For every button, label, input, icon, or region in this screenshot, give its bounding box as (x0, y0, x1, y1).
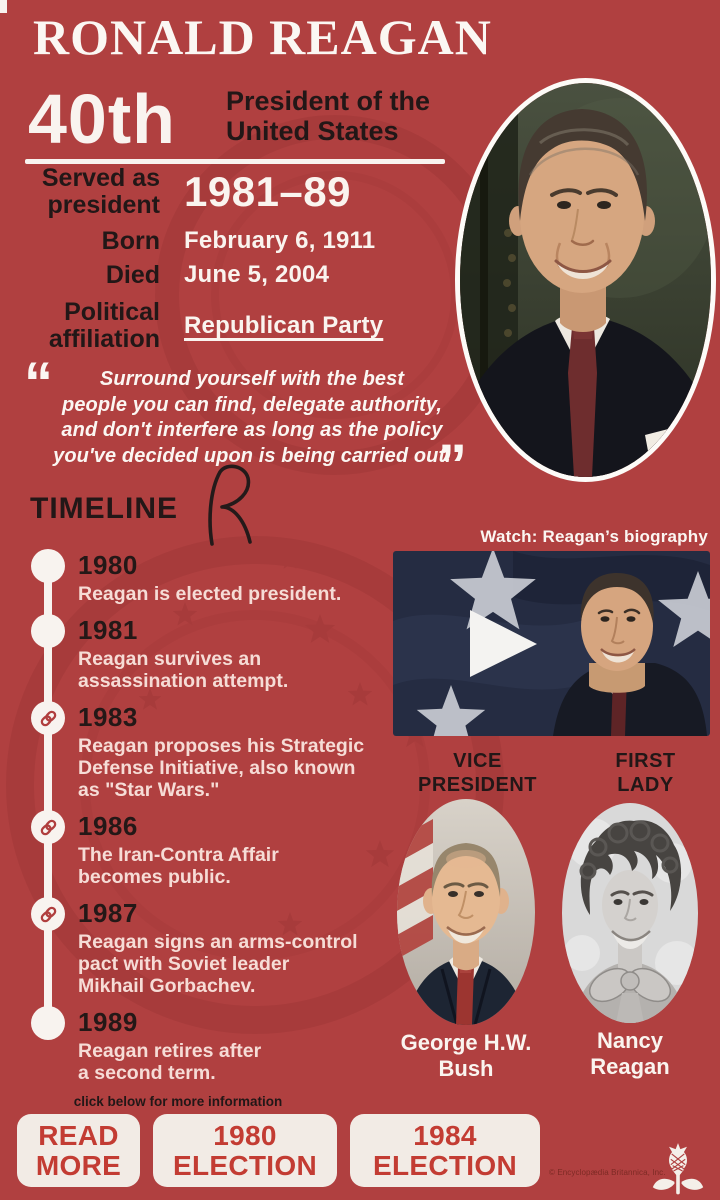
page-subtitle: President of the United States (226, 86, 431, 147)
first-lady-label: FIRST LADY (615, 750, 676, 796)
timeline-event-text: Reagan proposes his Strategic Defense Initiative, also known as "Star Wars." (78, 735, 365, 801)
timeline-event-text: Reagan signs an arms-control pact with Soviet leader Mikhail Gorbachev. (78, 931, 358, 997)
link-icon (39, 818, 58, 837)
facts-list (22, 165, 462, 353)
timeline-heading: TIMELINE (30, 492, 178, 525)
cta-text: click below for more information (73, 1094, 283, 1109)
fact-row (22, 165, 462, 219)
bush-portrait (397, 799, 535, 1025)
link-icon (39, 709, 58, 728)
timeline-event-1983 (31, 704, 391, 801)
fact-value: 1981–89 (184, 168, 352, 215)
timeline-event-text: Reagan retires after a second term. (78, 1040, 262, 1084)
quote-text: Surround yourself with the best people you can find, delegate authority, and don't interfere as long as the policy you've decided upon is being carried out. (53, 368, 451, 467)
read-more-button[interactable]: READ MORE (17, 1114, 140, 1187)
election-1980-button[interactable]: 1980 ELECTION (153, 1114, 337, 1187)
quote-open-mark: “ (24, 351, 53, 416)
link-icon (39, 905, 58, 924)
timeline-year: 1980 (78, 550, 138, 580)
timeline-event-1986 (31, 813, 391, 888)
timeline-event-1981 (31, 617, 391, 692)
fact-label: Born (101, 226, 160, 255)
corner-mark (0, 0, 7, 13)
fact-row (22, 261, 462, 289)
fact-label: Died (105, 260, 160, 289)
quote-close-mark: ” (438, 433, 467, 498)
republican-party-link[interactable]: Republican Party (184, 312, 384, 339)
timeline-year: 1987 (78, 898, 138, 928)
footer-buttons (17, 1114, 540, 1187)
fact-value: February 6, 1911 (184, 227, 376, 254)
timeline-year: 1981 (78, 615, 138, 645)
ordinal-number: 40th (28, 80, 176, 158)
britannica-thistle-icon (651, 1142, 705, 1200)
first-lady-name: Nancy Reagan (590, 1028, 670, 1079)
timeline-dot (31, 1006, 65, 1040)
video-thumbnail-image (393, 551, 710, 736)
election-1984-button[interactable]: 1984 ELECTION (350, 1114, 540, 1187)
fact-row (22, 299, 462, 353)
timeline-event-text: Reagan is elected president. (78, 583, 342, 605)
reagan-portrait (455, 78, 716, 482)
biography-video[interactable] (393, 551, 710, 736)
vice-president-label: VICE PRESIDENT (418, 750, 537, 796)
reagan-portrait-image (460, 83, 711, 477)
fact-label: Political affiliation (48, 298, 160, 353)
timeline-event-1980 (31, 552, 391, 605)
timeline-year: 1983 (78, 702, 138, 732)
video-caption: Watch: Reagan’s biography (480, 527, 708, 546)
reagan-signature-r (200, 464, 262, 548)
fact-row (22, 227, 462, 255)
timeline-link-1983[interactable] (31, 701, 65, 735)
timeline-event-text: Reagan survives an assassination attempt. (78, 648, 289, 692)
timeline-year: 1986 (78, 811, 138, 841)
fact-value: June 5, 2004 (184, 261, 330, 288)
nancy-reagan-portrait (562, 803, 698, 1023)
timeline-link-1987[interactable] (31, 897, 65, 931)
fact-label: Served as president (41, 164, 160, 219)
timeline-year: 1989 (78, 1007, 138, 1037)
timeline-dot (31, 549, 65, 583)
timeline-link-1986[interactable] (31, 810, 65, 844)
timeline-event-1987 (31, 900, 391, 997)
timeline-dot (31, 614, 65, 648)
timeline-event-1989 (31, 1009, 391, 1084)
vice-president-name: George H.W. Bush (400, 1030, 532, 1081)
timeline-events (31, 552, 391, 1084)
timeline-event-text: The Iran-Contra Affair becomes public. (78, 844, 279, 888)
copyright-text: © Encyclopædia Britannica, Inc. (549, 1168, 666, 1177)
page-title: RONALD REAGAN (33, 9, 492, 65)
